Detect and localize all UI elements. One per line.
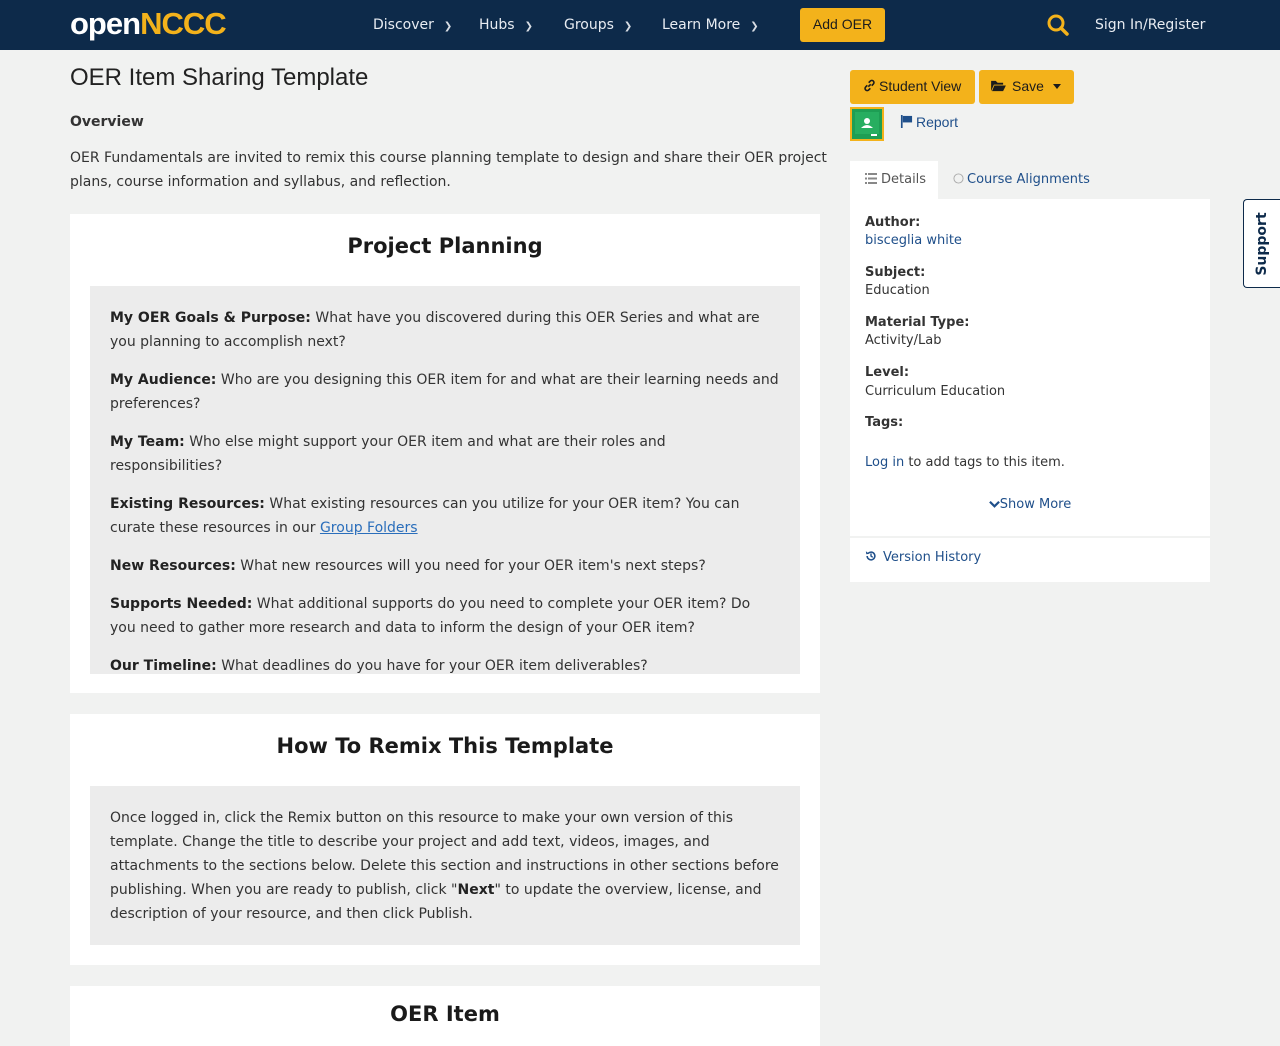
planning-item-label: My Team: [110,434,185,450]
detail-value: Activity/Lab [865,333,942,348]
tab-details[interactable] [850,161,938,199]
group-folders-link[interactable]: Group Folders [319,520,418,536]
student-view-button[interactable] [850,70,975,104]
planning-item-text: What existing resources can you utilize for your OER item? You can curate these resources in our [110,496,740,536]
detail-subject [865,264,930,300]
nav-hubs[interactable] [479,0,533,50]
chevron-down-icon: ❯ [524,21,533,32]
tab-course-alignments[interactable] [953,161,1090,199]
chevron-down-icon [989,500,1000,509]
author-link[interactable]: bisceglia white [865,233,962,248]
planning-item-text: Who are you designing this OER item for and what are their learning needs and preferences? [110,372,779,412]
nav-groups[interactable] [564,0,632,50]
version-history-panel [850,538,1210,582]
planning-item [110,430,780,478]
report-label: Report [916,114,959,130]
detail-key: Level: [865,365,910,380]
tags-login-text: to add tags to this item. [904,455,1065,470]
tags-login-line [865,455,1065,470]
details-panel [850,199,1210,536]
remix-text: Once logged in, click the Remix button on this resource to make your own version of this template. Change the title to describe your project and add text, videos, images, and attachments to the sections below. Delete this section and instructions in other sections before publishing. When you are ready to publish, click " [110,810,779,898]
folder-open-icon [991,80,1006,92]
detail-key: Subject: [865,265,926,280]
planning-item-label: Existing Resources: [110,496,265,512]
detail-key: Author: [865,215,921,230]
planning-item-text: What new resources will you need for your OER item's next steps? [235,558,706,574]
show-more-button[interactable] [850,497,1210,512]
support-label: Support [1254,211,1270,276]
nav-discover-label: Discover [373,17,434,33]
logo-open-text: open [70,6,141,41]
planning-item-label: Supports Needed: [110,596,253,612]
caret-down-icon [1053,84,1061,89]
add-oer-button[interactable]: Add OER [800,8,885,42]
detail-author [865,214,962,250]
section-body [90,786,800,945]
planning-item [110,492,780,540]
top-navbar [0,0,1280,50]
section-heading: How To Remix This Template [276,734,614,758]
detail-material-type [865,314,969,350]
remix-text: " to update the overview, license, and description of your resource, and then click Publish. [110,882,762,922]
tab-alignments-label: Course Alignments [967,172,1090,187]
page-title: OER Item Sharing Template [70,64,369,91]
planning-item [110,654,780,678]
nav-discover[interactable] [373,0,452,50]
remix-bold-next: Next [457,882,495,898]
chevron-down-icon: ❯ [750,21,759,32]
planning-item [110,554,780,578]
history-icon [865,550,877,562]
planning-item-text: Who else might support your OER item and what are their roles and responsibilities? [110,434,666,474]
section-heading: OER Item [390,1002,500,1026]
google-classroom-icon [852,109,882,139]
planning-item-label: New Resources: [110,558,236,574]
detail-value: Curriculum Education [865,384,1006,399]
detail-key: Material Type: [865,315,970,330]
circle-icon [953,173,964,184]
nav-hubs-label: Hubs [479,17,515,33]
version-history-link[interactable] [865,550,981,565]
planning-item [110,592,780,640]
detail-level [865,364,1005,401]
remix-instructions [110,806,780,926]
support-tab[interactable] [1243,199,1280,288]
detail-value: Education [865,283,930,298]
save-button[interactable] [979,70,1074,104]
flag-icon [900,115,913,128]
chevron-down-icon: ❯ [443,21,453,32]
report-link[interactable] [900,114,958,130]
save-label: Save [1012,78,1044,94]
nav-groups-label: Groups [564,17,614,33]
section-card-oer-item [70,986,820,1046]
detail-key: Tags: [865,415,904,430]
section-card-project-planning [70,214,820,693]
site-logo[interactable] [70,6,226,42]
planning-item-text: What additional supports do you need to complete your OER item? Do you need to gather more research and data to inform the design of your OER item? [110,596,751,636]
link-icon [863,79,876,92]
planning-item-label: My Audience: [110,372,217,388]
overview-text: OER Fundamentals are invited to remix this course planning template to design and share their OER project plans, course information and syllabus, and reflection. [70,150,827,190]
version-history-label: Version History [883,550,982,565]
tab-details-label: Details [881,172,927,187]
section-heading: Project Planning [347,234,543,258]
section-card-remix [70,714,820,965]
planning-item-text: What have you discovered during this OER Series and what are you planning to accomplish next? [110,310,760,350]
nav-learn-more[interactable] [662,0,759,50]
google-classroom-button[interactable] [850,107,884,141]
search-icon[interactable] [1046,13,1070,37]
logo-nccc-text: NCCC [140,6,226,41]
list-icon [865,173,877,184]
nav-learn-more-label: Learn More [662,17,741,33]
planning-item-label: Our Timeline: [110,658,217,674]
section-body [90,286,800,674]
student-view-label: Student View [879,78,962,94]
login-link[interactable]: Log in [865,455,905,470]
planning-item-label: My OER Goals & Purpose: [110,310,311,326]
planning-item-text: What deadlines do you have for your OER item deliverables? [216,658,648,674]
overview-heading: Overview [70,114,144,130]
planning-item [110,306,780,354]
sign-in-register-link[interactable]: Sign In/Register [1095,17,1206,33]
chevron-down-icon: ❯ [623,21,633,32]
show-more-label: Show More [999,497,1072,512]
planning-item [110,368,780,416]
detail-tags [865,414,903,432]
